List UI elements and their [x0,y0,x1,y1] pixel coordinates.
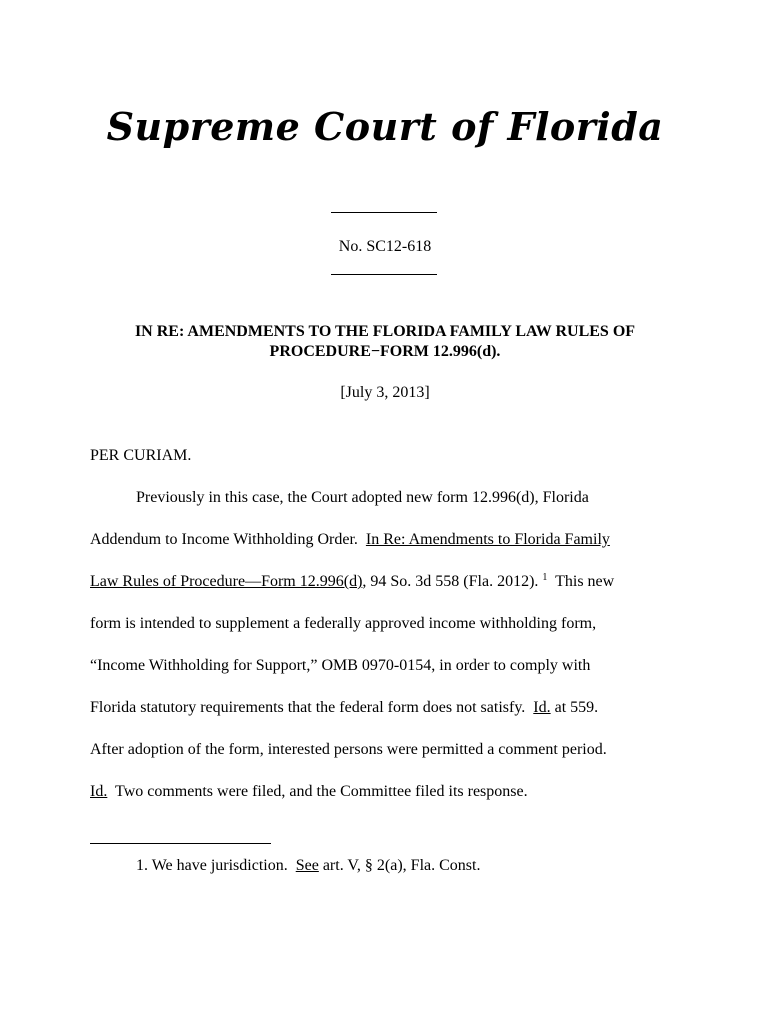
case-citation-title-cont: Law Rules of Procedure—Form 12.996(d) [90,573,363,590]
id-citation: Id. [533,699,551,716]
id-citation: Id. [90,783,108,800]
footnote-1 [136,856,480,876]
footnote-signal: See [295,857,319,874]
footnote-cite: art. V, § 2(a), Fla. Const. [318,857,481,874]
opinion-line-1: Previously in this case, the Court adopted new form 12.996(d), Florida [136,489,589,506]
case-number-rule-bottom [331,274,437,275]
case-citation-title: In Re: Amendments to Florida Family [365,531,610,548]
text-segment: Addendum to Income Withholding Order. [90,531,366,548]
opinion-line-5: “Income Withholding for Support,” OMB 0970-0154, in order to comply with [90,657,591,674]
opinion-line-2 [90,530,680,550]
text-segment: Two comments were filed, and the Committee filed its response. [107,783,528,800]
case-number: No. SC12-618 [338,238,432,255]
footnote-separator [90,843,271,844]
decision-date: [July 3, 2013] [340,384,430,401]
opinion-line-8 [90,782,680,802]
footnote-reference: 1 [542,572,548,583]
opinion-line-3 [90,572,680,592]
opinion-line-6 [90,698,680,718]
text-segment: at 559. [550,699,599,716]
court-name-heading: Supreme Court of Florida [106,104,664,149]
footnote-text: We have jurisdiction. [148,857,296,874]
per-curiam-label: PER CURIAM. [90,447,192,464]
text-segment: Florida statutory requirements that the federal form does not satisfy. [90,699,534,716]
case-caption: IN RE: AMENDMENTS TO THE FLORIDA FAMILY LAW RULES OF PROCEDURE−FORM 12.996(d). [134,323,636,360]
opinion-line-7: After adoption of the form, interested persons were permitted a comment period. [90,741,607,758]
text-segment: This new [547,573,615,590]
case-number-rule-top [331,212,437,213]
footnote-number: 1. [136,857,148,874]
text-segment: , 94 So. 3d 558 (Fla. 2012). [362,573,543,590]
opinion-line-4: form is intended to supplement a federally approved income withholding form, [90,615,597,632]
